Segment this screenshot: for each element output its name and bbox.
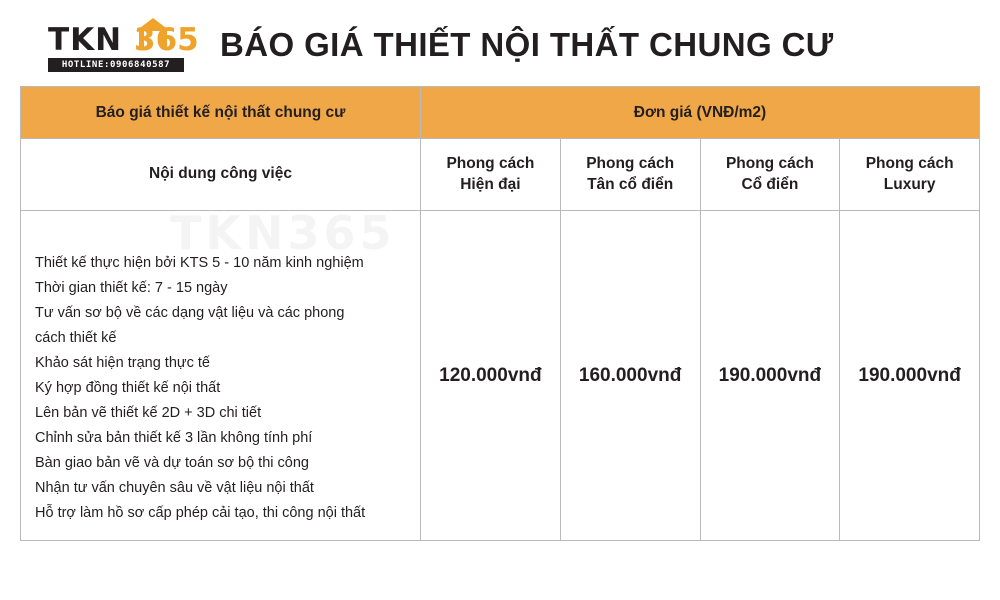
list-item: Hỗ trợ làm hồ sơ cấp phép cải tạo, thi công nội thất xyxy=(35,504,366,521)
list-item: Thời gian thiết kế: 7 - 15 ngày xyxy=(35,280,228,297)
price-classical: 190.000vnđ xyxy=(700,211,840,541)
content-list-cell xyxy=(21,211,421,541)
column-header-content: Nội dung công việc xyxy=(21,139,421,211)
page-header xyxy=(0,0,1000,78)
list-item: Khảo sát hiện trạng thực tế xyxy=(35,355,210,372)
list-item: Tư vấn sơ bộ về các dạng vật liệu và các phong xyxy=(35,305,345,322)
list-item: Bàn giao bản vẽ và dự toán sơ bộ thi công xyxy=(35,454,309,471)
quotation-table xyxy=(20,86,980,541)
list-item: cách thiết kế xyxy=(35,330,117,347)
column-header-luxury: Phong cách Luxury xyxy=(840,139,980,211)
column-header-neoclassical: Phong cách Tân cổ điển xyxy=(560,139,700,211)
header-band-right: Đơn giá (VNĐ/m2) xyxy=(421,87,980,139)
price-luxury: 190.000vnđ xyxy=(840,211,980,541)
table-body-row xyxy=(21,211,980,541)
list-item: Nhận tư vấn chuyên sâu về vật liệu nội thất xyxy=(35,479,314,496)
list-item: Ký hợp đồng thiết kế nội thất xyxy=(35,380,221,397)
table-column-header-row xyxy=(21,139,980,211)
price-modern: 120.000vnđ xyxy=(421,211,561,541)
list-item: Thiết kế thực hiện bởi KTS 5 - 10 năm kinh nghiệm xyxy=(35,255,364,272)
logo-brand-accent: 365 xyxy=(134,22,199,58)
price-neoclassical: 160.000vnđ xyxy=(560,211,700,541)
header-band-left: Báo giá thiết kế nội thất chung cư xyxy=(21,87,421,139)
column-header-classical: Phong cách Cổ điển xyxy=(700,139,840,211)
column-header-modern: Phong cách Hiện đại xyxy=(421,139,561,211)
brand-logo xyxy=(48,16,199,74)
quotation-table-wrapper xyxy=(20,86,980,541)
logo-brand-main: TKN xyxy=(48,22,123,58)
logo-hotline: HOTLINE:0906840587 xyxy=(48,58,184,72)
page-title: BÁO GIÁ THIẾT NỘI THẤT CHUNG CƯ xyxy=(220,26,834,63)
table-header-band-row xyxy=(21,87,980,139)
content-list xyxy=(35,251,420,525)
list-item: Lên bản vẽ thiết kế 2D + 3D chi tiết xyxy=(35,404,262,421)
list-item: Chỉnh sửa bản thiết kế 3 lần không tính phí xyxy=(35,429,313,446)
